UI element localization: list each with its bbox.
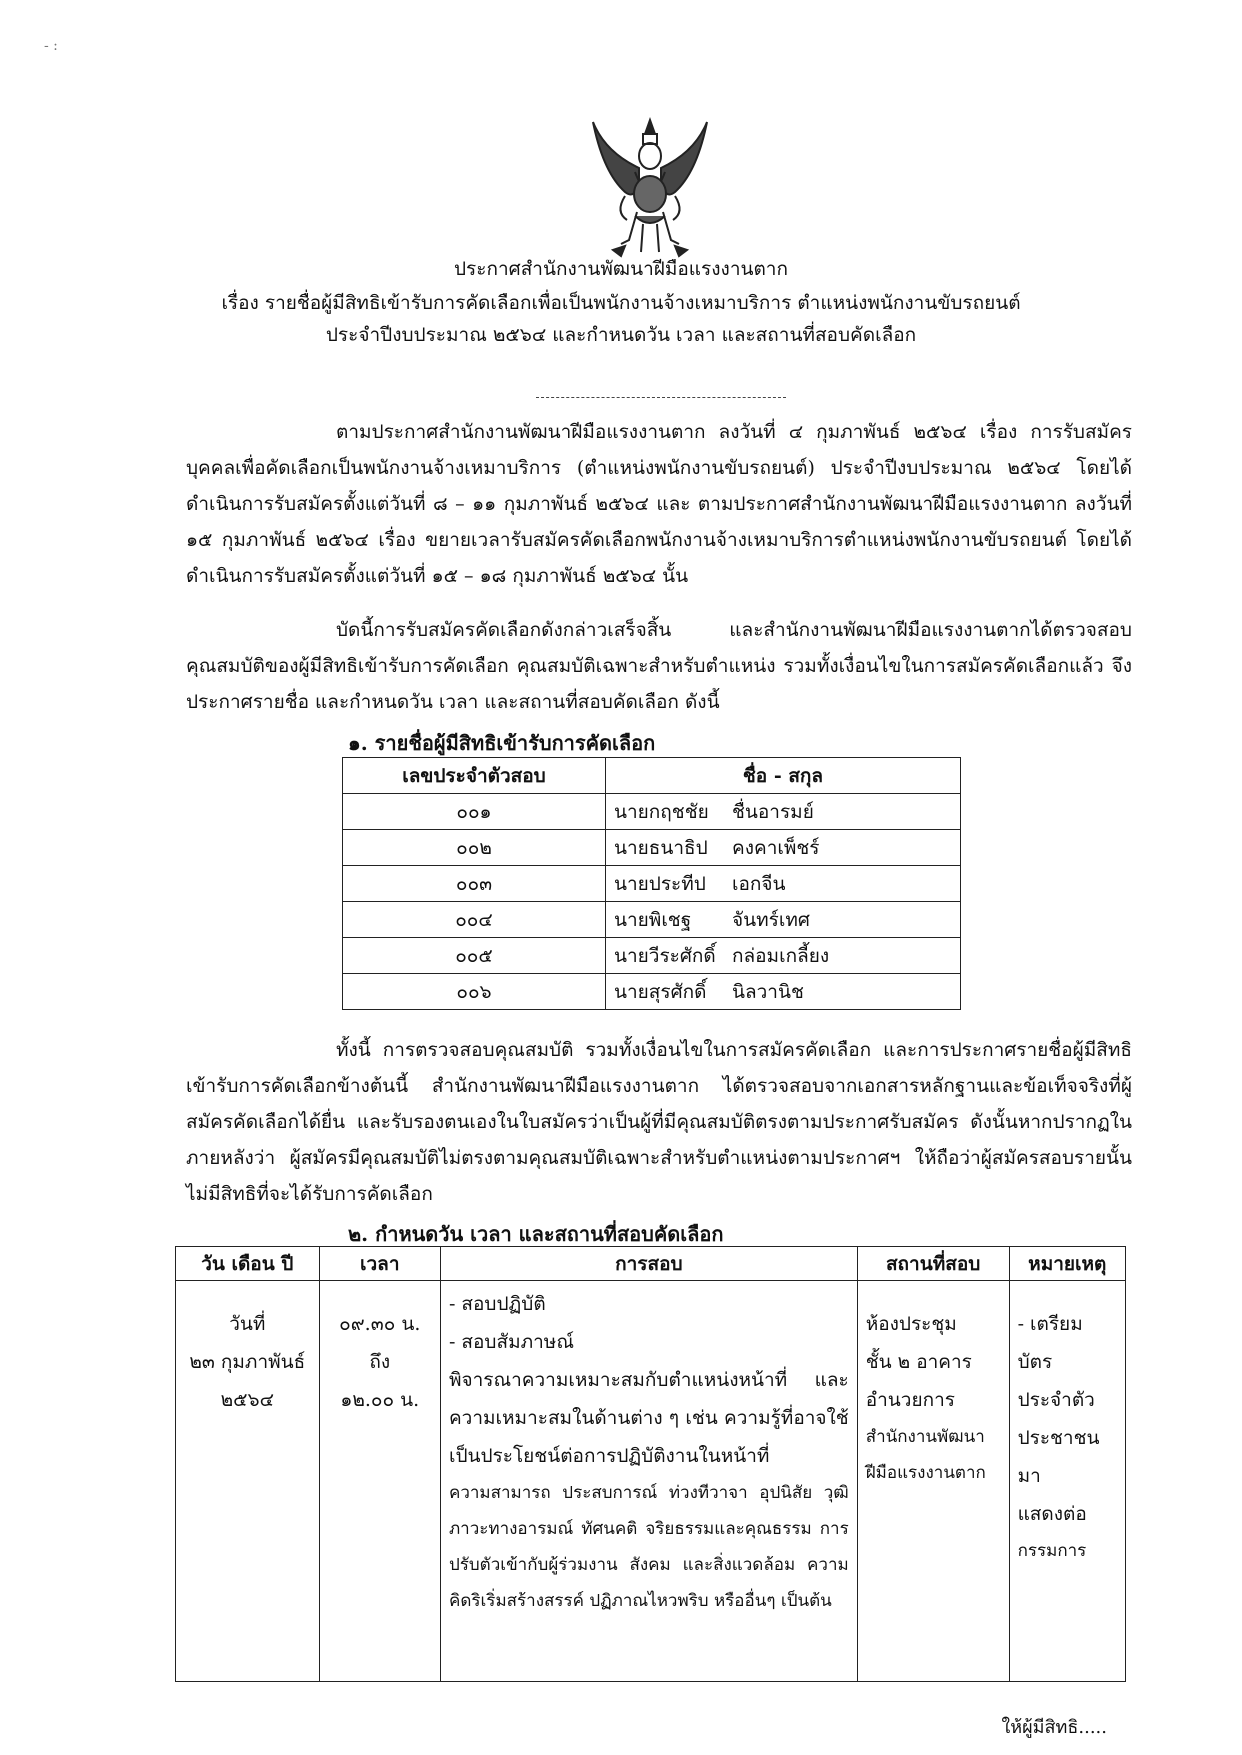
first-name: นายประทีป [614, 872, 706, 895]
paragraph-1: ตามประกาศสำนักงานพัฒนาฝีมือแรงงานตาก ลงวันที่ ๔ กุมภาพันธ์ ๒๕๖๔ เรื่อง การรับสมัครบุคคลเพื่อคัดเลือกเป็นพนักงานจ้างเหมาบริการ (ตำแหน่งพนักงานขับรถยนต์) ประจำปีงบประมาณ ๒๕๖๔ โดยได้ดำเนินการรับสมัครตั้งแต่วันที่ ๘ – ๑๑ กุมภาพันธ์ ๒๕๖๔ และ ตามประกาศสำนักงานพัฒนาฝีมือแรงงานตาก ลงวันที่ ๑๕ กุมภาพันธ์ ๒๕๖๔ เรื่อง ขยายเวลารับสมัครคัดเลือกพนักงานจ้างเหมาบริการตำแหน่งพนักงานขับรถยนต์ โดยได้ดำเนินการรับสมัครตั้งแต่วันที่ ๑๕ – ๑๘ กุมภาพันธ์ ๒๕๖๔ นั้น [186, 421, 1132, 587]
exam-cell [440, 1281, 857, 1682]
exam-criteria-detail: ความสามารถ ประสบการณ์ ท่วงทีวาจา อุปนิสัย วุฒิภาวะทางอารมณ์ ทัศนคติ จริยธรรมและคุณธรรม การปรับตัวเข้ากับผู้ร่วมงาน สังคม และสิ่งแวดล้อม ความคิดริเริ่มสร้างสรรค์ ปฏิภาณไหวพริบ หรืออื่นๆ เป็นต้น [448, 1483, 849, 1611]
table-row [343, 830, 961, 866]
candidate-table [342, 757, 961, 1010]
title-divider [536, 397, 786, 398]
last-name: ชื่นอารมย์ [732, 800, 814, 823]
exam-item: - สอบปฏิบัติ [448, 1293, 546, 1315]
place-line: ชั้น ๒ อาคาร [865, 1351, 972, 1373]
time-line: ถึง [369, 1351, 391, 1373]
table-row [343, 866, 961, 902]
exam-criteria: พิจารณาความเหมาะสมกับตำแหน่งหน้าที่ และความเหมาะสมในด้านต่าง ๆ เช่น ความรู้ที่อาจใช้เป็นประโยชน์ต่อการปฏิบัติงานในหน้าที่ [448, 1369, 849, 1467]
exam-id-cell: ๐๐๖ [343, 974, 606, 1010]
paragraph-3: ทั้งนี้ การตรวจสอบคุณสมบัติ รวมทั้งเงื่อนไขในการสมัครคัดเลือก และการประกาศรายชื่อผู้มีสิทธิเข้ารับการคัดเลือกข้างต้นนี้ สำนักงานพัฒนาฝีมือแรงงานตาก ได้ตรวจสอบจากเอกสารหลักฐานและข้อเท็จจริงที่ผู้สมัครคัดเลือกได้ยื่น และรับรองตนเองในใบสมัครว่าเป็นผู้ที่มีคุณสมบัติตรงตามประกาศรับสมัคร ดังนั้นหากปรากฏในภายหลังว่า ผู้สมัครมีคุณสมบัติไม่ตรงตามคุณสมบัติเฉพาะสำหรับตำแหน่งตามประกาศฯ ให้ถือว่าผู้สมัครสอบรายนั้นไม่มีสิทธิที่จะได้รับการคัดเลือก [186, 1039, 1132, 1205]
column-header-exam: การสอบ [440, 1247, 857, 1281]
table-row [176, 1281, 1126, 1682]
place-line: สำนักงานพัฒนา [865, 1427, 985, 1447]
last-name: นิลวานิช [732, 980, 804, 1003]
remark-cell [1009, 1281, 1125, 1682]
name-cell [606, 830, 961, 866]
column-header-date: วัน เดือน ปี [176, 1247, 320, 1281]
first-name: นายวีระศักดิ์ [614, 944, 716, 967]
name-cell [606, 866, 961, 902]
table-row [343, 974, 961, 1010]
paragraph-2: บัดนี้การรับสมัครคัดเลือกดังกล่าวเสร็จสิ้น และสำนักงานพัฒนาฝีมือแรงงานตากได้ตรวจสอบคุณสมบัติของผู้มีสิทธิเข้ารับการคัดเลือก คุณสมบัติเฉพาะสำหรับตำแหน่ง รวมทั้งเงื่อนไขในการสมัครคัดเลือกแล้ว จึงประกาศรายชื่อ และกำหนดวัน เวลา และสถานที่สอบคัดเลือก ดังนี้ [186, 619, 1132, 713]
column-header-time: เวลา [319, 1247, 440, 1281]
column-header-place: สถานที่สอบ [857, 1247, 1009, 1281]
table-row [343, 902, 961, 938]
announcement-subject-line2: ประจำปีงบประมาณ ๒๕๖๔ และกำหนดวัน เวลา และสถานที่สอบคัดเลือก [325, 324, 917, 346]
place-line: ห้องประชุม [865, 1313, 957, 1335]
name-cell [606, 902, 961, 938]
exam-id-cell: ๐๐๕ [343, 938, 606, 974]
last-name: เอกจีน [732, 872, 786, 895]
exam-item: - สอบสัมภาษณ์ [448, 1331, 574, 1353]
name-cell [606, 974, 961, 1010]
exam-id-cell: ๐๐๓ [343, 866, 606, 902]
date-line: ๒๕๖๔ [220, 1389, 274, 1411]
scan-corner-mark: - : [44, 38, 58, 54]
exam-id-cell: ๐๐๑ [343, 794, 606, 830]
first-name: นายสุรศักดิ์ [614, 980, 707, 1003]
exam-id-cell: ๐๐๔ [343, 902, 606, 938]
date-line: ๒๓ กุมภาพันธ์ [189, 1351, 306, 1373]
remark-line: กรรมการ [1017, 1541, 1087, 1561]
last-name: คงคาเพ็ชร์ [732, 836, 820, 859]
first-name: นายพิเชฐ [614, 908, 692, 931]
table-row [343, 794, 961, 830]
last-name: จันทร์เทศ [732, 908, 810, 931]
table-header-row [343, 758, 961, 794]
section-2-heading: ๒. กำหนดวัน เวลา และสถานที่สอบคัดเลือก [348, 1222, 724, 1246]
garuda-emblem-icon [585, 112, 715, 262]
date-cell [176, 1281, 320, 1682]
exam-schedule-table [175, 1246, 1126, 1682]
column-header-name: ชื่อ - สกุล [606, 758, 961, 794]
exam-id-cell: ๐๐๒ [343, 830, 606, 866]
name-cell [606, 794, 961, 830]
first-name: นายกฤชชัย [614, 800, 709, 823]
place-line: ฝีมือแรงงานตาก [865, 1463, 986, 1483]
table-header-row [176, 1247, 1126, 1281]
remark-line: ประชาชนมา [1017, 1427, 1100, 1487]
last-name: กล่อมเกลี้ยง [732, 944, 830, 967]
continued-note: ให้ผู้มีสิทธิ..... [1001, 1717, 1107, 1738]
first-name: นายธนาธิป [614, 836, 708, 859]
name-cell [606, 938, 961, 974]
remark-line: ประจำตัว [1017, 1389, 1095, 1411]
column-header-exam-id: เลขประจำตัวสอบ [343, 758, 606, 794]
remark-line: แสดงต่อ [1017, 1503, 1087, 1525]
time-line: ๐๙.๓๐ น. [339, 1313, 421, 1335]
table-row [343, 938, 961, 974]
time-line: ๑๒.๐๐ น. [340, 1389, 420, 1411]
date-line: วันที่ [229, 1313, 266, 1335]
time-cell [319, 1281, 440, 1682]
announcement-title: ประกาศสำนักงานพัฒนาฝีมือแรงงานตาก [454, 258, 788, 280]
announcement-subject: เรื่อง รายชื่อผู้มีสิทธิเข้ารับการคัดเลือกเพื่อเป็นพนักงานจ้างเหมาบริการ ตำแหน่งพนักงานขับรถยนต์ [221, 292, 1021, 314]
section-1-heading: ๑. รายชื่อผู้มีสิทธิเข้ารับการคัดเลือก [348, 731, 656, 755]
place-cell [857, 1281, 1009, 1682]
remark-line: - เตรียมบัตร [1017, 1313, 1083, 1373]
column-header-remark: หมายเหตุ [1009, 1247, 1125, 1281]
place-line: อำนวยการ [865, 1389, 955, 1411]
